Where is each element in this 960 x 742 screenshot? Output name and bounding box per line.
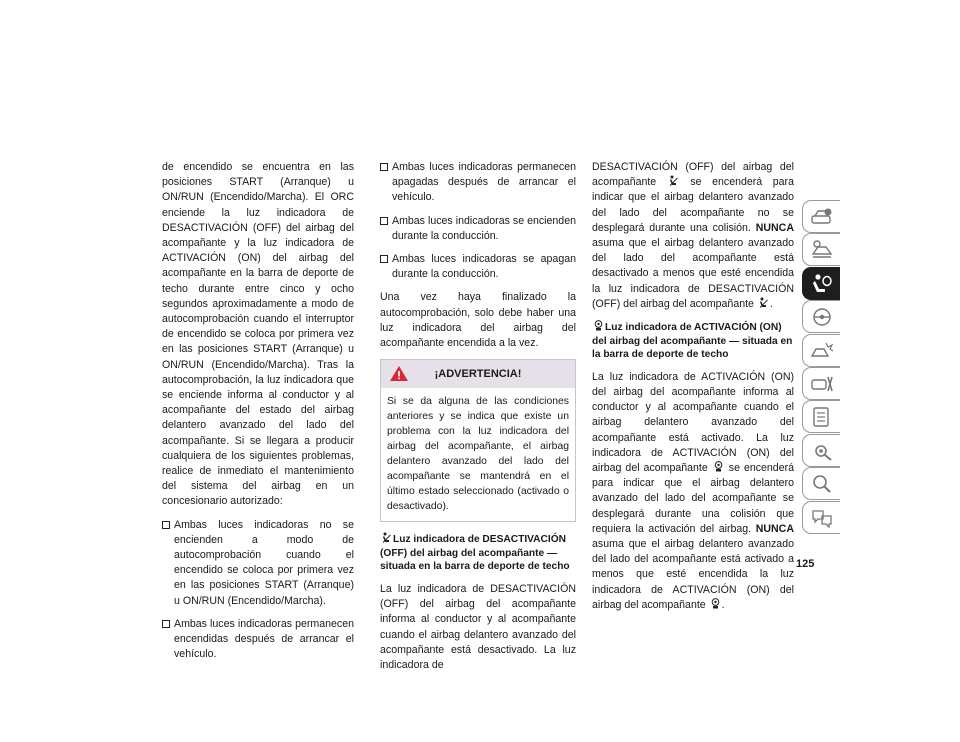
off-light-paragraph: La luz indicadora de DESACTIVACIÓN (OFF) del airbag del acompañante informa al conductor y al acompañante cuando el airbag delantero avanzado del acompañante está desactivado. La luz indicadora de (380, 583, 576, 672)
warning-box (380, 359, 576, 522)
airbag-off-icon (669, 175, 678, 186)
page-number: 125 (796, 558, 815, 570)
square-bullet-icon (162, 620, 170, 628)
car-dashboard-icon (809, 205, 835, 229)
intro-paragraph: de encendido se encuentra en las posiciones START (Arranque) u ON/RUN (Encendido/Marcha). El ORC enciende la luz indicadora de DESACTIVACIÓN (OFF) del airbag del acompañante y la luz indicadora de ACTIVACIÓN (ON) del airbag del acompañante en la barra de deporte de techo durante entre cinco y ocho segundos aproximadamente a modo de autocomprobación cuando el interruptor de encendido se coloca por primera vez en las posiciones START (Arranque) u ON/RUN (Encendido/Marcha). Tras la autocomprobación, la luz indicadora que se enciende informa al conductor y al acompañante del estado del airbag delantero avanzado del lado del acompañante. Si se llegara a producir cualquiera de los siguientes problemas, realice de inmediato el mantenimiento del sistema del airbag en un concesionario autorizado: (162, 161, 354, 508)
tab-airbag-seat[interactable] (802, 267, 840, 300)
bullet-text: Ambas luces indicadoras permanecen encendidas después de arrancar el vehículo. (174, 617, 354, 661)
airbag-off-icon (382, 532, 391, 543)
emphasis-text: NUNCA (755, 522, 794, 535)
text-span: . (769, 297, 773, 310)
text-column-3 (592, 160, 794, 621)
square-bullet-icon (162, 521, 170, 529)
section-heading-off (380, 532, 576, 574)
square-bullet-icon (380, 255, 388, 263)
magnifier-icon (809, 472, 835, 496)
bullet-item (380, 252, 576, 282)
text-span: se encenderá para indicar que el airbag delantero avanzado del lado del acompañante se desplegará durante una colisión que requiera la activación del airbag. (592, 462, 795, 535)
language-icon (809, 506, 835, 530)
car-tools-icon (809, 372, 835, 396)
chapter-tabs (802, 200, 840, 534)
wrench-gear-icon (809, 439, 835, 463)
bullet-item (380, 160, 576, 206)
tab-car-tools[interactable] (802, 367, 840, 400)
text-column-2 (380, 160, 576, 681)
bullet-item (162, 617, 354, 663)
text-span: La luz indicadora de ACTIVACIÓN (ON) del airbag del acompañante informa al conductor y al acompañante cuando el airbag delantero avanzado del acompañante está activado. La luz indicadora de ACTIVACIÓN (ON) del airbag del acompañante (592, 370, 794, 475)
off-light-paragraph-cont (592, 160, 794, 312)
airbag-on-icon (594, 320, 603, 331)
tab-checklist[interactable] (802, 400, 840, 433)
section-heading-text: Luz indicadora de DESACTIVACIÓN (OFF) del airbag del acompañante — situada en la barra de deporte de techo (380, 534, 570, 573)
text-span: DESACTIVACIÓN (OFF) del airbag del acompañante (592, 161, 794, 189)
bullet-item (380, 214, 576, 244)
airbag-on-icon (714, 461, 723, 472)
square-bullet-icon (380, 163, 388, 171)
text-span: se encenderá para indicar que el airbag delantero avanzado del lado del acompañante no se desplegará durante una colisión. (592, 176, 794, 234)
tab-wrench-gear[interactable] (802, 434, 840, 467)
bullet-text: Ambas luces indicadoras se apagan durante la conducción. (392, 253, 576, 281)
airbag-off-icon (759, 297, 768, 308)
warning-title: ¡ADVERTENCIA! (434, 368, 522, 381)
warning-text: Si se da alguna de las condiciones anteriores y se indica que existe un problema con la luz indicadora del airbag del acompañante, el airbag delantero avanzado del lado del acompañante se mantendrá en el último estado seleccionado (activado o desactivado). (387, 396, 569, 513)
section-heading-on (592, 320, 794, 362)
text-span: asuma que el airbag delantero avanzado del lado del acompañante está desactivado a menos que esté encendida la luz indicadora de DESACTIVACIÓN (OFF) del airbag del acompañante (592, 237, 794, 310)
tab-car-dashboard[interactable] (802, 200, 840, 233)
text-span: asuma que el airbag delantero avanzado del lado del acompañante está activado a menos que esté encendida la luz indicadora de ACTIVACIÓN (ON) del airbag del acompañante (592, 538, 794, 611)
section-heading-text: Luz indicadora de ACTIVACIÓN (ON) del airbag del acompañante — situada en la barra de deporte de techo (592, 322, 793, 361)
bullet-text: Ambas luces indicadoras permanecen apagadas después de arrancar el vehículo. (392, 161, 576, 204)
bullet-text: Ambas luces indicadoras no se encienden a modo de autocomprobación cuando el encendido se coloca por primera vez en las posiciones START (Arranque) u ON/RUN (Encendido/Marcha). (174, 518, 354, 607)
on-light-paragraph (592, 370, 794, 613)
selfcheck-paragraph: Una vez haya finalizado la autocomprobación, solo debe haber una luz indicadora del airbag del acompañante encendida a la vez. (380, 291, 576, 350)
bullet-text: Ambas luces indicadoras se encienden durante la conducción. (392, 214, 576, 242)
checklist-icon (809, 405, 835, 429)
warning-triangle-icon (389, 365, 409, 382)
tab-language[interactable] (802, 501, 840, 534)
airbag-on-icon (711, 598, 720, 609)
car-crash-icon (809, 339, 835, 363)
steering-wheel-icon (809, 305, 835, 329)
tab-magnifier[interactable] (802, 467, 840, 500)
warning-header (381, 360, 575, 388)
airbag-seat-icon (809, 272, 835, 296)
text-column-1 (162, 160, 354, 671)
text-span: . (721, 598, 725, 611)
tab-steering-wheel[interactable] (802, 300, 840, 333)
square-bullet-icon (380, 217, 388, 225)
tab-key-car[interactable] (802, 233, 840, 266)
tab-car-crash[interactable] (802, 334, 840, 367)
bullet-item (162, 518, 354, 609)
key-car-icon (809, 238, 835, 262)
emphasis-text: NUNCA (755, 221, 794, 234)
